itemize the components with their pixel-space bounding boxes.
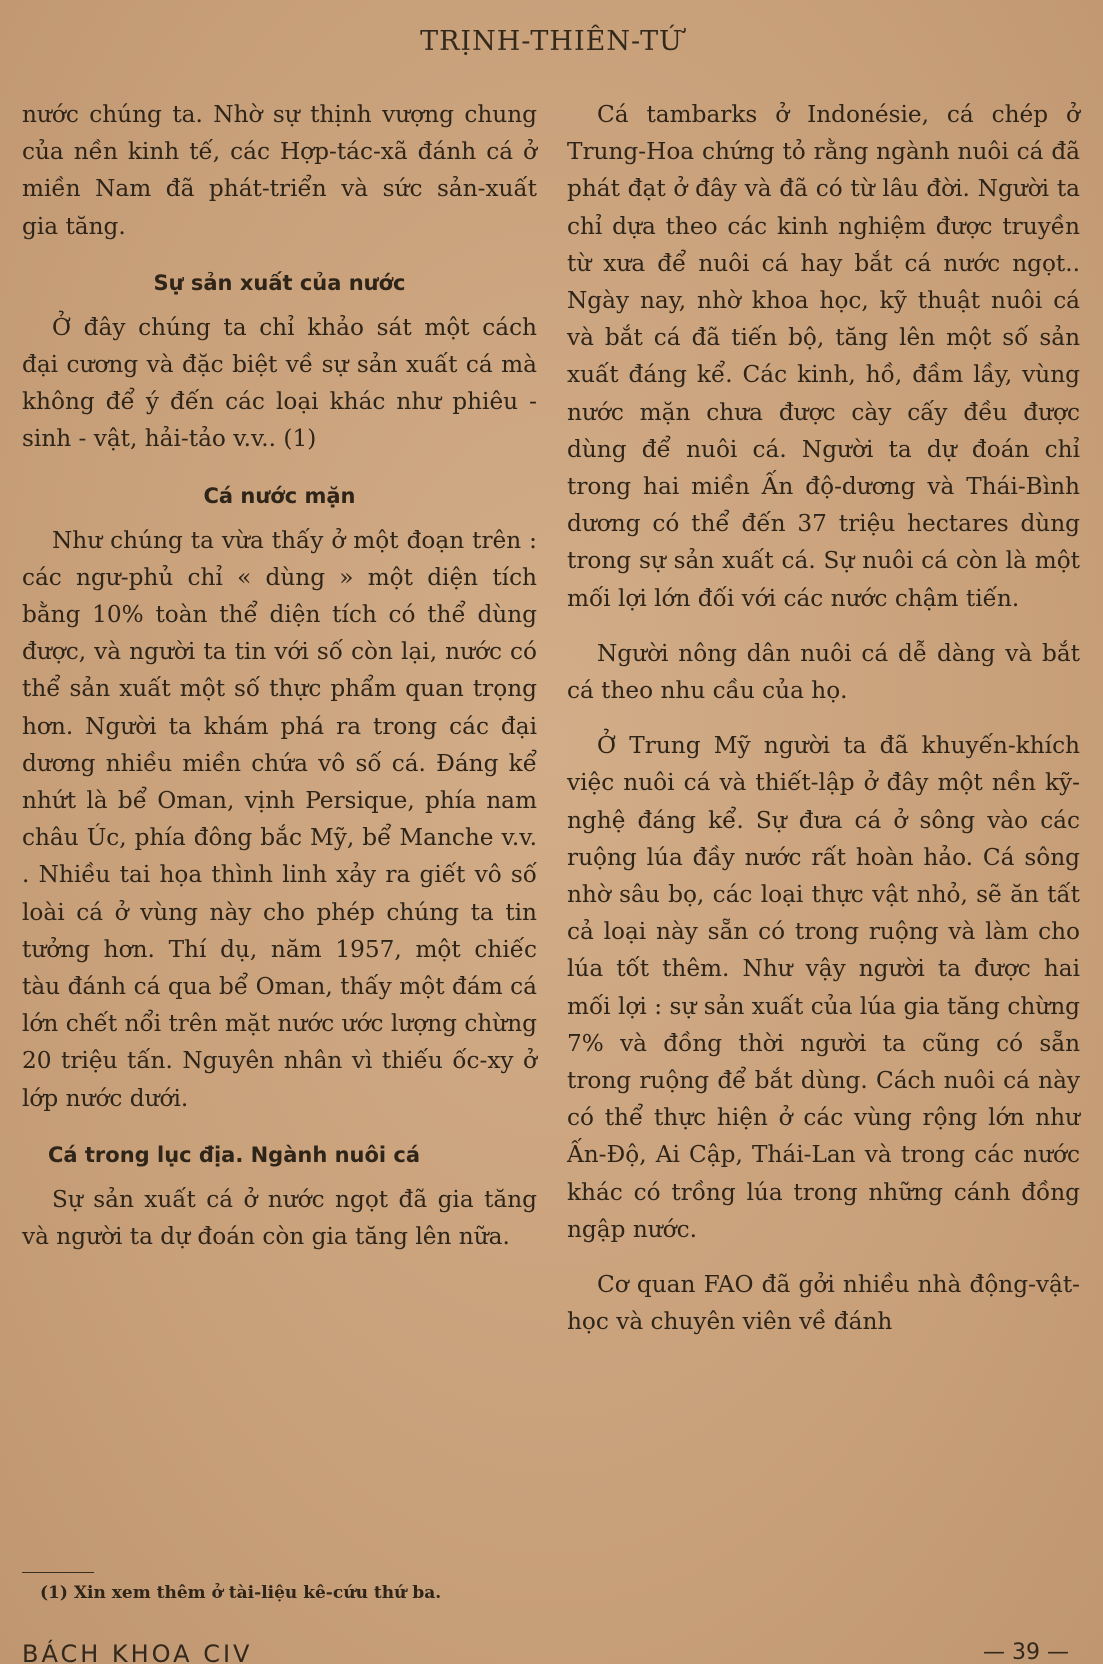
page-number: — 39 — — [983, 1640, 1069, 1664]
paragraph: nước chúng ta. Nhờ sự thịnh vượng chung của nền kinh tế, các Hợp-tác-xã đánh cá ở miền Nam đã phát-triển và sức sản-xuất gia tăng. — [22, 101, 537, 240]
paragraph: Ở Trung Mỹ người ta đã khuyến-khích việc nuôi cá và thiết-lập ở đây một nền kỹ-nghệ đáng kể. Sự đưa cá ở sông vào các ruộng lúa đầy nước rất hoàn hảo. Cá sông nhờ sâu bọ, các loại thực vật nhỏ, sẽ ăn tất cả loại này sẵn có trong ruộng và làm cho lúa tốt thêm. Như vậy người ta được hai mối lợi : sự sản xuất của lúa gia tăng chừng 7% và đồng thời người ta cũng có sẵn trong ruộng để bắt dùng. Cách nuôi cá này có thể thực hiện ở các vùng rộng lớn như Ấn-Độ, Ai Cập, Thái-Lan và trong các nước khác có trồng lúa trong những cánh đồng ngập nước. — [567, 732, 1080, 1243]
running-title: TRỊNH-THIÊN-TỨ — [420, 26, 683, 57]
paragraph: Người nông dân nuôi cá dễ dàng và bắt cá theo nhu cầu của họ. — [567, 639, 1080, 705]
paragraph: Ở đây chúng ta chỉ khảo sát một cách đại cương và đặc biệt về sự sản xuất cá mà không để ý đến các loại khác như phiêu - sinh - vật, hải-tảo v.v.. (1) — [22, 313, 537, 453]
paragraph: Sự sản xuất cá ở nước ngọt đã gia tăng và người ta dự đoán còn gia tăng lên nữa. — [22, 1185, 537, 1251]
footnote-divider — [22, 1572, 94, 1573]
section-heading: Cá trong lục địa. Ngành nuôi cá — [48, 1142, 421, 1167]
section-heading: Sự sản xuất của nước — [153, 270, 406, 295]
paragraph: Cá tambarks ở Indonésie, cá chép ở Trung-Hoa chứng tỏ rằng ngành nuôi cá đã phát đạt ở đây và đã có từ lâu đời. Người ta chỉ dựa theo các kinh nghiệm được truyền từ xưa để nuôi cá hay bắt cá nước ngọt.. Ngày nay, nhờ khoa học, kỹ thuật nuôi cá và bắt cá đã tiến bộ, tăng lên một số sản xuất đáng kể. Các kinh, hồ, đầm lầy, vùng nước mặn chưa được cày cấy đều được dùng để nuôi cá. Người ta dự đoán chỉ trong hai miền Ấn độ-dương và Thái-Bình dương có thể đến 37 triệu hectares dùng trong sự sản xuất cá. Sự nuôi cá còn là một mối lợi lớn đối với các nước chậm tiến. — [567, 101, 1080, 612]
section-heading: Cá nước mặn — [203, 483, 356, 508]
publication-name: BÁCH KHOA CIV — [22, 1640, 253, 1664]
paragraph: Cơ quan FAO đã gởi nhiều nhà động-vật-học và chuyên viên về đánh — [567, 1271, 1080, 1336]
paragraph: Như chúng ta vừa thấy ở một đoạn trên : các ngư-phủ chỉ « dùng » một diện tích bằng 10% toàn thể diện tích có thể dùng được, và người ta tin với số còn lại, nước có thể sản xuất một số thực phẩm quan trọng hơn. Người ta khám phá ra trong các đại dương nhiều miền chứa vô số cá. Đáng kể nhứt là bể Oman, vịnh Persique, phía nam châu Úc, phía đông bắc Mỹ, bể Manche v.v. . Nhiều tai họa thình linh xảy ra giết vô số loài cá ở vùng này cho phép chúng ta tin tưởng hơn. Thí dụ, năm 1957, một chiếc tàu đánh cá qua bể Oman, thấy một đám cá lớn chết nổi trên mặt nước ước lượng chừng 20 triệu tấn. Nguyên nhân vì thiếu ốc-xy ở lớp nước dưới. — [22, 526, 537, 1112]
footnote: (1) Xin xem thêm ở tài-liệu kê-cứu thứ ba. — [40, 1583, 442, 1603]
left-column — [22, 96, 537, 1255]
right-column — [567, 96, 1080, 1341]
